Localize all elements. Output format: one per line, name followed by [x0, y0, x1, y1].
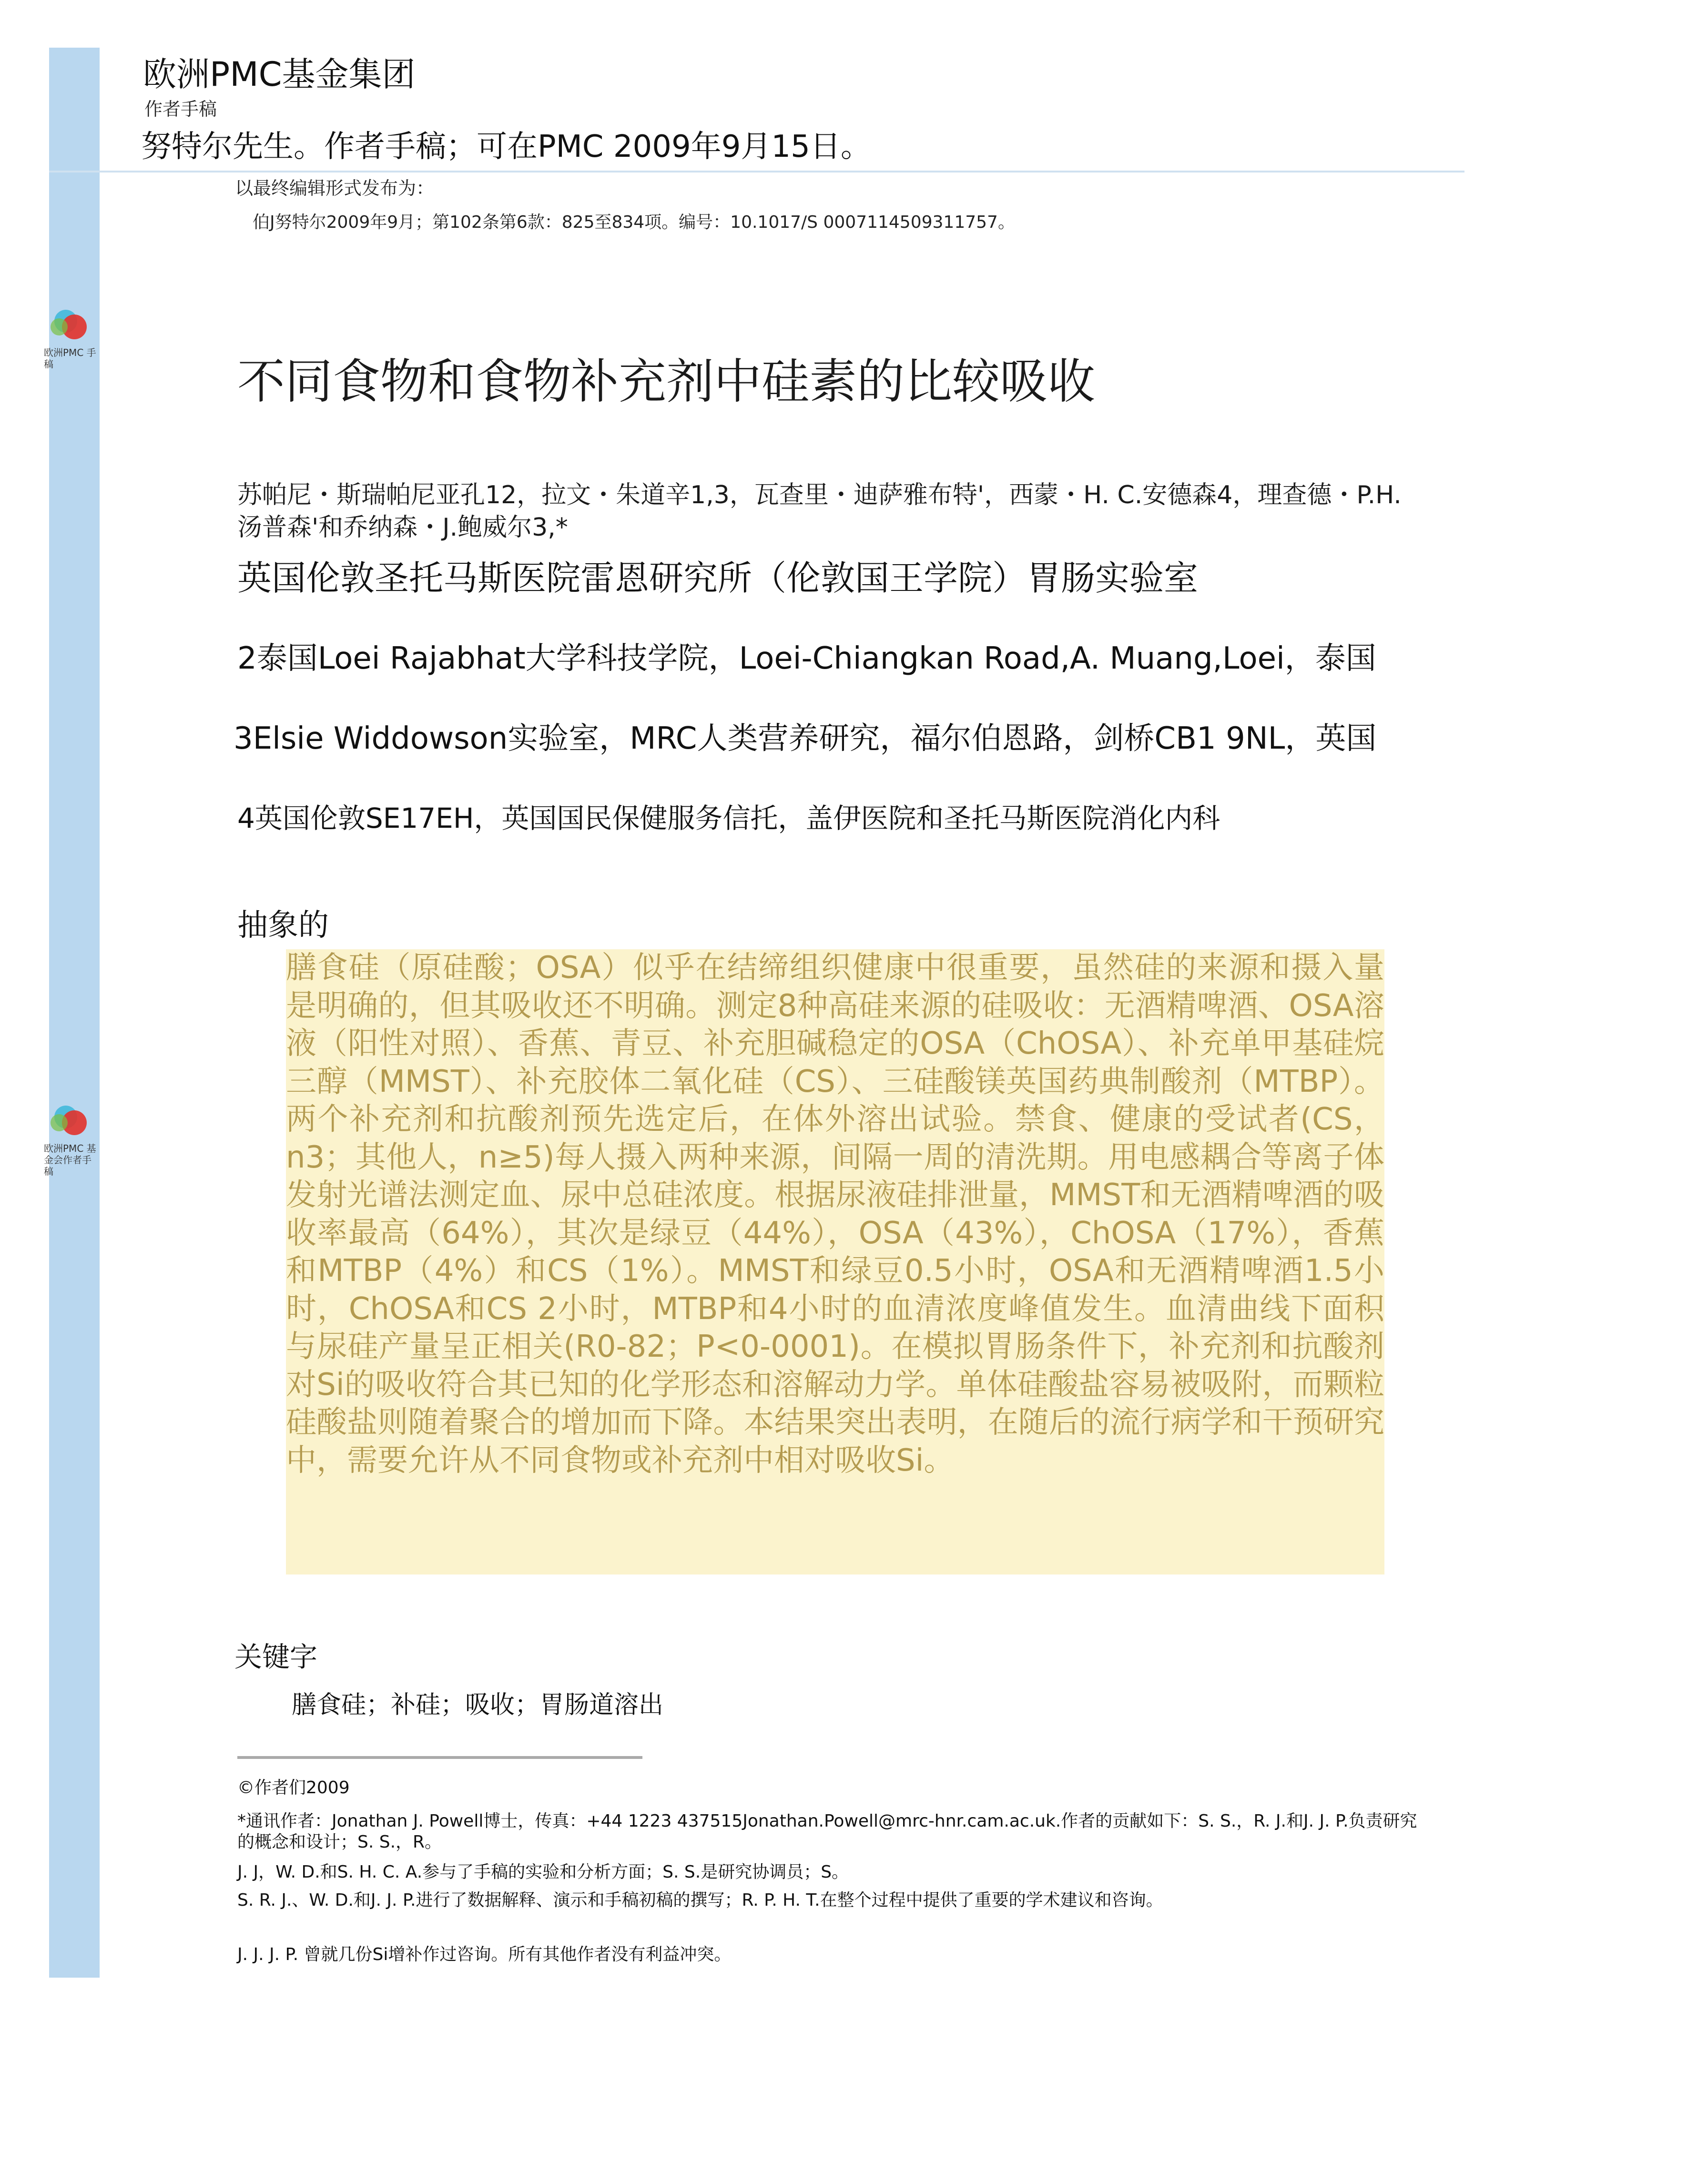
correspondence-note: *通讯作者：Jonathan J. Powell博士，传真：+44 1223 437515Jonathan.Powell@mrc-hnr.cam.ac.uk.作者的贡献如下：S. S.，R. J.和J. J. P.负责研究的概念和设计；S. S.，R。 — [237, 1811, 1417, 1852]
contributions-note-3: S. R. J.、W. D.和J. J. P.进行了数据解释、演示和手稿初稿的撰写；R. P. H. T.在整个过程中提供了重要的学术建议和咨询。 — [237, 1890, 1163, 1910]
citation: 伯J努特尔2009年9月；第102条第6款：825至834项。编号：10.1017/S 0007114509311757。 — [253, 213, 1015, 232]
keywords-heading: 关键字 — [234, 1641, 318, 1673]
copyright-notice: ©作者们2009 — [237, 1778, 350, 1798]
europe-pmc-logo-icon — [48, 1106, 86, 1144]
published-as-label: 以最终编辑形式发布为： — [235, 178, 435, 199]
abstract-heading: 抽象的 — [237, 908, 329, 943]
affiliation-2: 2泰国Loei Rajabhat大学科技学院，Loei-Chiangkan Road,A. Muang,Loei，泰国 — [237, 641, 1376, 676]
availability-line: 努特尔先生。作者手稿；可在PMC 2009年9月15日。 — [141, 129, 871, 164]
affiliation-3: 3Elsie Widdowson实验室，MRC人类营养研究，福尔伯恩路，剑桥CB1 9NL，英国 — [234, 721, 1377, 756]
funder-group: 欧洲PMC基金集团 — [143, 55, 416, 94]
affiliation-4: 4英国伦敦SE17EH，英国国民保健服务信托，盖伊医院和圣托马斯医院消化内科 — [237, 802, 1220, 834]
keywords-list: 膳食硅；补硅；吸收；胃肠道溶出 — [292, 1691, 664, 1719]
affiliation-1: 英国伦敦圣托马斯医院雷恩研究所（伦敦国王学院）胃肠实验室 — [237, 558, 1199, 598]
header-divider — [49, 171, 1464, 173]
contributions-note-2: J. J，W. D.和S. H. C. A.参与了手稿的实验和分析方面；S. S.是研究协调员；S。 — [237, 1862, 849, 1882]
author-manuscript-label: 作者手稿 — [144, 99, 217, 120]
europe-pmc-logo-icon — [48, 310, 86, 348]
sidebar-label-2: 欧洲PMC 基金会作者手稿 — [44, 1143, 96, 1177]
article-title: 不同食物和食物补充剂中硅素的比较吸收 — [237, 354, 1095, 409]
conflicts-note: J. J. J. P. 曾就几份Si增补作过咨询。所有其他作者没有利益冲突。 — [237, 1945, 732, 1964]
author-list: 苏帕尼・斯瑞帕尼亚孔12，拉文・朱道辛1,3，瓦查里・迪萨雅布特'，西蒙・H. C.安德森4，理查德・P.H.汤普森'和乔纳森・J.鲍威尔3,* — [237, 481, 1402, 542]
footnote-rule — [237, 1756, 642, 1759]
sidebar-label-1: 欧洲PMC 手稿 — [44, 347, 96, 370]
abstract-text: 膳食硅（原硅酸；OSA）似乎在结缔组织健康中很重要，虽然硅的来源和摄入量是明确的，但其吸收还不明确。测定8种高硅来源的硅吸收：无酒精啤酒、OSA溶液（阳性对照）、香蕉、青豆、补充胆碱稳定的OSA（ChOSA）、补充单甲基硅烷三醇（MMST）、补充胶体二氧化硅（CS）、三硅酸镁英国药典制酸剂（MTBP）。两个补充剂和抗酸剂预先选定后，在体外溶出试验。禁食、健康的受试者(CS，n3；其他人，n≥5)每人摄入两种来源，间隔一周的清洗期。用电感耦合等离子体发射光谱法测定血、尿中总硅浓度。根据尿液硅排泄量，MMST和无酒精啤酒的吸收率最高（64%），其次是绿豆（44%），OSA（43%），ChOSA（17%），香蕉和MTBP（4%）和CS（1%）。MMST和绿豆0.5小时，OSA和无酒精啤酒1.5小时，ChOSA和CS 2小时，MTBP和4小时的血清浓度峰值发生。血清曲线下面积与尿硅产量呈正相关(R0-82；P<0-0001)。在模拟胃肠条件下，补充剂和抗酸剂对Si的吸收符合其已知的化学形态和溶解动力学。单体硅酸盐容易被吸附，而颗粒硅酸盐则随着聚合的增加而下降。本结果突出表明，在随后的流行病学和干预研究中，需要允许从不同食物或补充剂中相对吸收Si。 — [286, 950, 1384, 1478]
